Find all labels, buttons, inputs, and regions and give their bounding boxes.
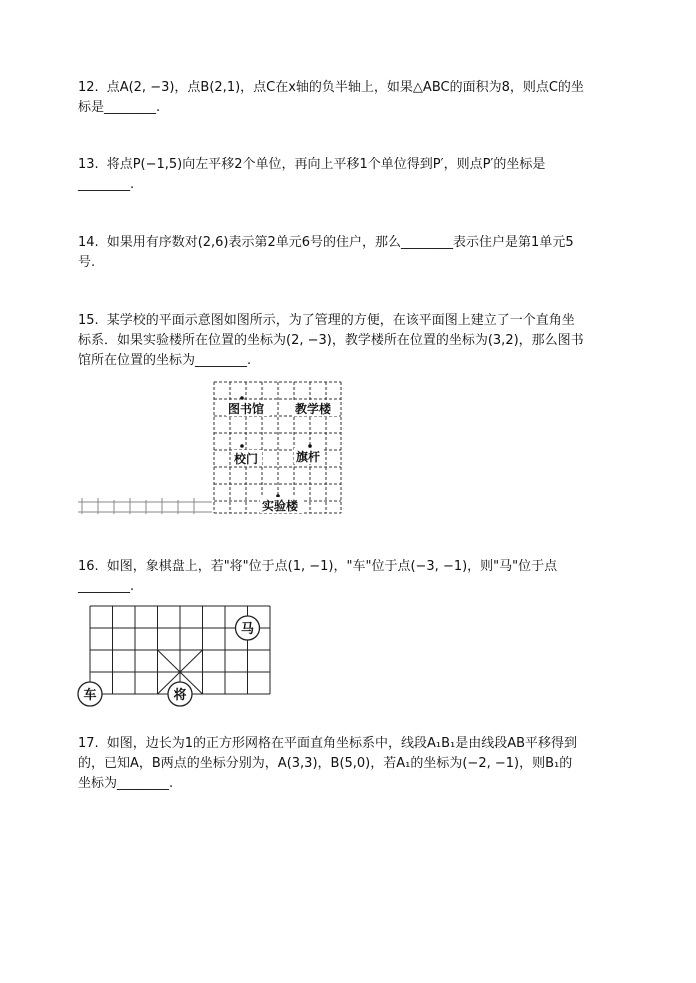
question-text-line: 号. — [78, 255, 96, 270]
question-number: 13. — [78, 157, 99, 172]
question-text-line: 标是________. — [78, 100, 161, 115]
map-faded-strip — [78, 498, 212, 514]
question-text-line: ________. — [78, 579, 135, 594]
question-text-line: 某学校的平面示意图如图所示，为了管理的方便，在该平面图上建立了一个直角坐 — [106, 313, 575, 328]
question-text-line: 点A(2, −3)，点B(2,1)，点C在x轴的负半轴上，如果△ABC的面积为8，则点C的坐 — [106, 80, 584, 95]
question-number: 16. — [78, 559, 99, 574]
general-label: 将 — [173, 688, 187, 703]
gate-label: 校门 — [234, 452, 259, 466]
question-text-line: 标系．如果实验楼所在位置的坐标为(2, −3)，教学楼所在位置的坐标为(3,2)，那么图书 — [78, 333, 584, 348]
question-13 — [78, 155, 626, 195]
chess-board-figure — [72, 600, 278, 712]
question-17 — [78, 734, 626, 794]
question-15 — [78, 311, 626, 371]
question-text-line: 如图，边长为1的正方形网格在平面直角坐标系中，线段A₁B₁是由线段AB平移得到 — [106, 736, 578, 751]
question-text-line: ________. — [78, 177, 135, 192]
question-number: 14. — [78, 235, 99, 250]
teaching-building-label: 教学楼 — [295, 402, 332, 416]
question-text-line: 馆所在位置的坐标为________. — [78, 353, 252, 368]
chess-piece-horse — [236, 616, 260, 640]
question-14 — [78, 233, 626, 273]
horse-label: 马 — [240, 622, 255, 637]
question-text-line: 如图，象棋盘上，若"将"位于点(1, −1)，"车"位于点(−3, −1)，则"马"位于点 — [106, 559, 558, 574]
chess-piece-general — [168, 682, 192, 706]
question-number: 15. — [78, 313, 99, 328]
question-text-line: 将点P(−1,5)向左平移2个单位，再向上平移1个单位得到P′，则点P′的坐标是 — [106, 157, 546, 172]
question-text-line: 坐标为________. — [78, 776, 174, 791]
chess-piece-chariot — [78, 682, 102, 706]
lab-building-label: 实验楼 — [262, 499, 299, 513]
chariot-label: 车 — [83, 688, 97, 703]
question-12 — [78, 78, 626, 118]
question-text-line: 如果用有序数对(2,6)表示第2单元6号的住户，那么________表示住户是第1单元5 — [106, 235, 574, 250]
flagpole-label: 旗杆 — [296, 450, 321, 464]
school-map-figure — [76, 378, 344, 518]
question-number: 17. — [78, 736, 99, 751]
question-number: 12. — [78, 80, 99, 95]
question-text-line: 的，已知A，B两点的坐标分别为，A(3,3)，B(5,0)，若A₁的坐标为(−2, −1)，则B₁的 — [78, 756, 573, 771]
library-label: 图书馆 — [228, 402, 265, 416]
question-16 — [78, 557, 626, 597]
